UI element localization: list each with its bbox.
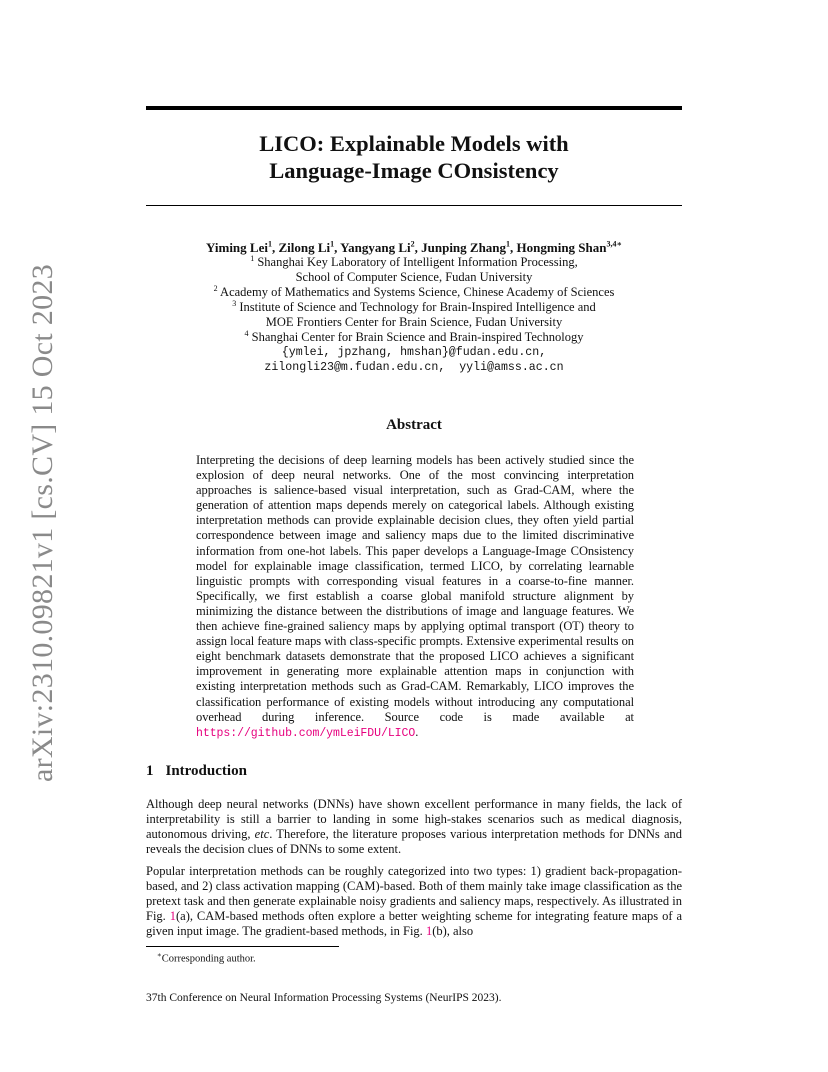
section-number: 1 [146,763,154,779]
affil-text: Academy of Mathematics and Systems Science, Chinese Academy of Sciences [220,285,615,299]
arxiv-identifier [26,263,59,783]
author-name: Hongming Shan [516,240,607,255]
affil-text: Shanghai Key Laboratory of Intelligent Information Processing, [257,255,578,269]
section-title: Introduction [165,763,247,779]
title-line-1: LICO: Explainable Models with [259,131,569,156]
para-italic: etc [254,827,270,842]
affil-text: MOE Frontiers Center for Brain Science, Fudan University [265,315,563,329]
conference-footer: 37th Conference on Neural Information Processing Systems (NeurIPS 2023). [146,992,502,1004]
figure-ref-link[interactable]: 1 [169,909,176,924]
author-emails-2: zilongli23@m.fudan.edu.cn, yyli@amss.ac.cn [264,361,564,374]
title-line-2: Language-Image COnsistency [269,158,559,183]
arxiv-identifier-text: arXiv:2310.09821v1 [cs.CV] 15 Oct 2023 [26,263,59,783]
affil-text: School of Computer Science, Fudan University [295,270,533,284]
affiliation-line [146,300,682,315]
footnote-text: Corresponding author. [161,953,256,965]
footnote-rule [146,946,339,947]
code-link[interactable]: https://github.com/ymLeiFDU/LICO [196,726,416,740]
figure-ref-link[interactable]: 1 [425,924,433,939]
author-affil-mark: 1 [506,239,511,249]
author-emails-1: {ymlei, jpzhang, hmshan}@fudan.edu.cn, [281,346,547,359]
abstract-end: . [415,724,419,739]
footnote [157,951,256,965]
para-text: Popular interpretation methods can be roughly categorized into two types: 1) gradient back-propagation-based, and 2) class activation mapping (CAM)-based. Both of them mainly take image classification as the pretext task and then generate explainable noisy gradients and saliency maps, respectively. As illustrated in Fig. [146,864,682,924]
affil-mark: 2 [213,283,218,293]
affiliation-line [146,285,682,300]
affil-mark: 1 [250,253,255,263]
author-affil-mark: 2 [410,239,415,249]
affiliation-line [146,330,682,345]
para-text: (b), also [432,924,474,939]
intro-paragraph-1 [146,797,682,857]
author-names: Yiming Lei$^1$, Zilong Li$^1$, Yangyang Li$^2$, Junping Zhang$^1$, Hongming Shan$^{3,4∗}$ [205,239,623,255]
author-name: Yiming Lei [205,240,268,255]
author-name: Yangyang Li [340,240,411,255]
para-text: Although deep neural networks (DNNs) have shown excellent performance in many fields, the lack of interpretability is still a barrier to landing in some high-stakes scenarios such as medical diagnosis, autonomous driving, [146,797,682,842]
abstract-body [196,453,634,741]
affil-mark: 4 [244,328,249,338]
affil-text: Shanghai Center for Brain Science and Brain-inspired Technology [251,330,584,344]
intro-paragraph-2 [146,864,682,939]
title-bottom-rule [146,205,682,206]
para-text: (a), CAM-based methods often explore a better weighting scheme for integrating feature maps of a given input image. The gradient-based methods, in Fig. [146,909,682,939]
author-affil-mark: 1 [267,239,272,249]
author-affil-mark: 3,4∗ [606,239,623,249]
abstract-heading: Abstract [386,417,442,433]
footnote-mark: ∗ [157,951,162,959]
author-block [146,240,682,375]
affil-mark: 3 [232,298,237,308]
affiliation-line [146,315,682,330]
affiliation-line [146,255,682,270]
author-name: Zilong Li [278,240,331,255]
abstract-text: Interpreting the decisions of deep learning models has been actively studied since the explosion of deep neural networks. One of the most convincing interpretation approaches is salience-based visual interpretation, such as Grad-CAM, where the generation of attention maps depends merely on categorical labels. Although existing interpretation methods can provide explainable decision clues, they often yield partial correspondence between image and saliency maps due to the limited discriminative information from one-hot labels. This paper develops a Language-Image COnsistency model for explainable image classification, termed LICO, by correlating learnable linguistic prompts with corresponding visual features in a coarse-to-fine manner. Specifically, we first establish a coarse global manifold structure alignment by minimizing the distance between the distributions of image and language features. We then achieve fine-grained saliency maps by applying optimal transport (OT) theory to assign local feature maps with class-specific prompts. Extensive experimental results on eight benchmark datasets demonstrate that the proposed LICO achieves a significant improvement in generating more explainable attention maps in conjunction with existing interpretation methods such as Grad-CAM. Remarkably, LICO improves the classification performance of existing models without introducing any computational overhead during inference. Source code is made available at [196,453,634,724]
author-name: Junping Zhang [421,240,507,255]
paper-title [146,130,682,184]
affiliation-line [146,270,682,285]
section-heading [146,763,247,780]
affil-text: Institute of Science and Technology for Brain-Inspired Intelligence and [239,300,596,314]
para-text: . Therefore, the literature proposes various interpretation methods for DNNs and reveals the decision clues of DNNs to some extent. [146,827,682,857]
title-top-rule [146,106,682,110]
author-affil-mark: 1 [330,239,335,249]
